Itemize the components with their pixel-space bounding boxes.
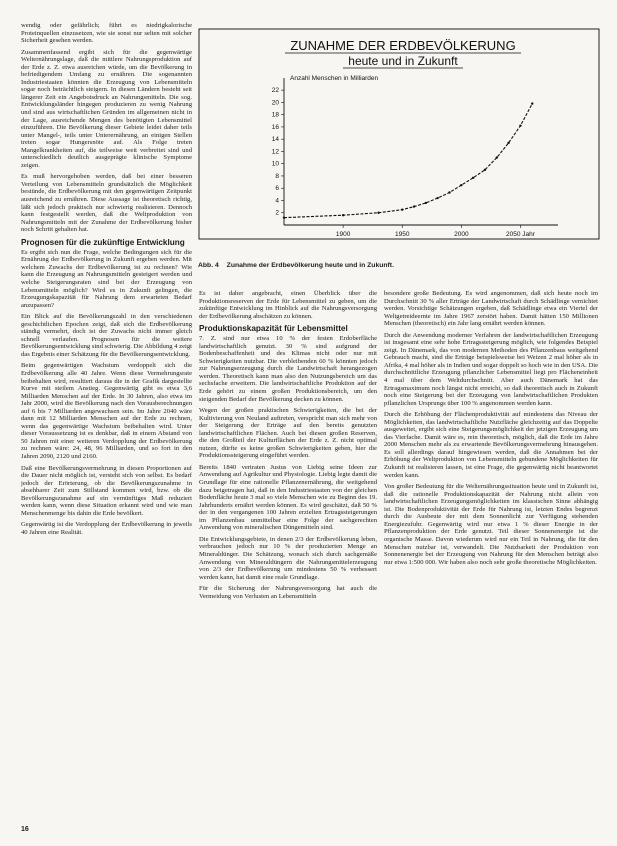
y-tick-label: 8	[275, 172, 279, 180]
y-tick-label: 14	[271, 136, 279, 144]
y-tick-label: 18	[271, 111, 279, 119]
y-axis-label: Anzahl Menschen in Milliarden	[290, 75, 379, 82]
y-tick-label: 20	[271, 99, 279, 107]
data-point	[472, 177, 474, 179]
paragraph: Daß eine Bevölkerungsvermehrung in diesen Proportionen auf die Dauer nicht möglich ist, versteht sich von selbst. Es bedarf jedoch der Erörterung, ob die Bevölkerungszunahme in absehbarer Zeit zum Stillstand kommen wird, bzw. ob die Bevölkerungszunahme auf ein vernünftiges Maß reduziert werden kann, wenn diese Situation erkannt wird und wie man Menschenmenge bis dahin die Erde bevölkert.	[21, 464, 192, 517]
y-tick-label: 6	[275, 185, 279, 193]
data-point	[484, 169, 486, 171]
data-point	[283, 216, 285, 218]
paragraph: Ein Blick auf die Bevölkerungszahl in den verschiedenen geschichtlichen Epochen zeigt, daß sich die Erdbevölkerung ständig vermehrt, doch ist der Zuwachs nicht immer gleich schnell verlaufen. Prognosen für die weitere Bevölkerungsentwicklung sind schwierig. Die Abbildung 4 zeigt das Ergebnis einer Schätzung für die Bevölkerungsentwicklung.	[21, 313, 192, 358]
paragraph: besondere große Bedeutung. Es wird angenommen, daß sich heute noch im Durchschnitt 30 % aller Erträge der Landwirtschaft durch Schädlinge vernichtet werden. Vorsichtige Schätzungen ergeben, daß Schädlinge etwa ein Viertel der Weltgetreideernte im Jahre 1967 zerstört haben. Damit hätten 150 Millionen Menschen (theoretisch) ein Jahr lang ernährt werden können.	[384, 290, 598, 328]
paragraph: Gegenwärtig ist die Verdopplung der Erdbevölkerung in jeweils 40 Jahren eine Realität.	[21, 521, 192, 536]
paragraph: Bereits 1840 vertraten Justus von Liebig seine Ideen zur Anwendung auf Agrikultur und Physiologie. Liebig legte damit die Grundlage für eine rationelle Pflanzenernährung, die weitgehend dazu beigetragen hat, daß in den Industriestaaten von der gleichen Bodenfläche heute 3 mal so viele Menschen wie zu Beginn des 19. Jahrhunderts ernährt werden können. Es wird geschätzt, daß 50 % der in den vergangenen 100 Jahren erzielten Ertragssteigerungen im Pflanzenbau unmittelbar eine Folge der sachgerechten Anwendung von mineralischen Düngemitteln sind.	[199, 463, 377, 532]
paragraph: wendig oder gefährlich; führt es niedrigkalorische Proteinquellen einzusetzen, wie sie sonst nur selten mit solcher Sicherheit gesehen werden.	[21, 22, 192, 45]
x-tick-label: 2050 Jahr	[505, 231, 535, 238]
y-tick-label: 10	[271, 160, 279, 168]
chart-subtitle: heute und in Zukunft	[348, 54, 458, 68]
x-tick-label: 2000	[454, 231, 469, 238]
paragraph: Beim gegenwärtigen Wachstum verdoppelt sich die Erdbevölkerung alle 40 Jahre. Wenn diese Vermehrungsrate beibehalten wird, resultiert daraus die in der Grafik dargestellte Kurve mit steilem Anstieg. Gegenwärtig gibt es etwa 3,6 Milliarden Menschen auf der Erde. In 30 Jahren, also etwa im Jahr 2000, wird die Bevölkerung nach den Vorausberechnungen auf 6 bis 7 Milliarden angewachsen sein. Im Jahre 2040 wäre dann mit 12 Milliarden Menschen auf der Erde zu rechnen, wenn das gegenwärtige Wachstum beibehalten wird. Unter dieser Voraussetzung ist es denkbar, daß in einem Abstand von 50 Jahren mit einer weiteren Verdopplung der Erdbevölkerung zu rechnen wäre: 24, 48, 96 Milliarden, und so fort in den Jahren 2090, 2120 und 2160.	[21, 362, 192, 460]
population-chart	[198, 28, 600, 260]
section-heading: Prognosen für die zukünftige Entwicklung	[21, 237, 185, 247]
caption-text: Zunahme der Erdbevölkerung heute und in Zukunft.	[226, 262, 394, 269]
paragraph: Es muß hervorgehoben werden, daß bei einer besseren Verteilung von Lebensmitteln grundsätzlich die Möglichkeit bestünde, die Erdbevölkerung mit den gegenwärtigen Zeitpunkt ausreichend zu ernähren. Diese Aussage ist theoretisch richtig, läßt sich jedoch praktisch nur schwierig realisieren. Dennoch kann festgestellt werden, daß die Weltproduktion von Nahrungsmitteln mit der Zunahme der Erdbevölkerung bisher noch Schritt gehalten hat.	[21, 173, 192, 234]
data-point	[436, 197, 438, 199]
paragraph: Die Entwicklungsgebiete, in denen 2/3 der Erdbevölkerung leben, verbrauchen jedoch nur 10 % der produzierten Menge an Mineraldünger. Die Schätzung, wonach sich durch sachgemäße Anwendung von Mineraldüngern die Nahrungsmittelerzeugung von 2/3 der Erdbevölkerung um mindestens 50 % verbessert werden kann, hat damit eine reale Grundlage.	[199, 535, 377, 581]
data-point	[519, 124, 521, 126]
paragraph: 7. Z. sind nur etwa 10 % der festen Erdoberfläche landwirtschaftlich genutzt. 30 % sind aufgrund der Bodenbeschaffenheit und des Klimas nicht oder nur mit Schwierigkeiten nutzbar. Die verbleibenden 60 % könnten jedoch zur Nahrungserzeugung durch die Landwirtschaft herangezogen werden. Theoretisch kann man also den Nutzungsbereich um das sechsfache erweitern. Die landwirtschaftliche Produktion auf der Erde gehört zu einem großen Produktionsbereich, um den steigenden Bedarf der Bevölkerung decken zu können.	[199, 335, 377, 403]
x-tick-label: 1900	[335, 231, 351, 238]
y-tick-label: 16	[271, 123, 279, 131]
data-point	[425, 202, 427, 204]
y-tick-label: 2	[275, 209, 279, 217]
data-point	[377, 212, 379, 214]
y-tick-label: 22	[271, 87, 279, 95]
data-point	[496, 156, 498, 158]
y-tick-label: 4	[275, 197, 279, 205]
data-point	[413, 205, 415, 207]
section-heading: Produktionskapazität für Lebensmittel	[199, 324, 348, 334]
chart-title: ZUNAHME DER ERDBEVÖLKERUNG	[290, 38, 516, 53]
data-point	[507, 142, 509, 144]
data-point	[460, 184, 462, 186]
text-column-right	[384, 290, 598, 830]
paragraph: Durch die Anwendung moderner Verfahren der landwirtschaftlichen Erzeugung ist insgesamt eine sehr hohe Ertragssteigerung möglich, wie folgendes Beispiel zeigt. In Dänemark, das von modernen Methoden des Pflanzenbaus weitgehend Gebrauch macht, sind die Erträge beispielsweise bei Weizen 2 mal höher als in Afrika, 4 mal höher als in Indien und sogar doppelt so hoch wie in den USA. Die durchschnittliche Erzeugung pflanzlicher Lebensmittel liegt pro Flächeneinheit 4 mal über dem Weltdurchschnitt. Aber auch Dänemark hat das Ertragsmaximum noch längst nicht erreicht, so daß theoretisch auch in Zukunft noch eine Steigerung bei der Erzeugung von landwirtschaftlichen Produkten pflanzlichen Ursprungs über 100 % angenommen werden kann.	[384, 331, 598, 407]
paragraph: Es ist daher angebracht, einen Überblick über die Produktionsreserven der Erde für Lebensmittel zu geben, um die zukünftige Entwicklung im Hinblick auf die Nahrungsversorgung der Erdbevölkerung abschätzen zu können.	[199, 290, 377, 320]
caption-label: Abb. 4	[198, 262, 219, 269]
data-point	[401, 208, 403, 210]
y-tick-label: 12	[271, 148, 279, 156]
data-point	[531, 102, 533, 104]
text-column-middle	[199, 290, 377, 830]
data-point	[448, 191, 450, 193]
x-tick-label: 1950	[394, 231, 410, 238]
data-point	[342, 214, 344, 216]
paragraph: Für die Sicherung der Nahrungsversorgung hat auch die Vermeidung von Verlusten an Lebensmitteln	[199, 585, 377, 600]
population-series-line	[284, 104, 532, 218]
paragraph: Zusammenfassend ergibt sich für die gegenwärtige Welternährungslage, daß die mittlere Nahrungsproduktion auf der Erde z. Z. etwa ausreichen würde, um die Bevölkerung in befriedigendem Umfang zu ernähren. Die sogenannten Industriestaaten könnten die Erzeugung von Lebensmitteln sogar noch beträchtlich steigern. In diesen Ländern besteht seit längerer Zeit ein Angebotsdruck an Nahrungsmitteln. Die sog. Entwicklungsländer hingegen produzieren zu wenig Nahrung und sind aus wirtschaftlichen Gründen im allgemeinen nicht in der Lage, ausreichende Mengen des benötigten Lebensmittel einzuführen. Die Bevölkerung dieser Gebiete leidet daher teils unter Mangel-, teils unter Unterernährung, an einigen Stellen treten sogar Hungersnöte auf. Als Folge treten Mangelkrankheiten auf, die teilweise weit verbreitet sind und unterschiedlich deutlich ausgeprägte klinische Symptome zeigen.	[21, 48, 192, 169]
chart-svg	[198, 28, 600, 260]
paragraph: Es ergibt sich nun die Frage, welche Bedingungen sich für die Ernährung der Erdbevölkerung in Zukunft ergeben werden. Mit welchem Zuwachs der Erdbevölkerung ist zu rechnen? Wie kann die Erzeugung an Nahrungsmitteln gesteigert werden und welche Steigerungsraten sind bei der Erzeugung von Lebensmitteln möglich? Wird es in Zukunft gelingen, die Erzeugungskapazität für Nahrung dem erwarteten Bedarf anzupassen?	[21, 248, 192, 309]
paragraph: Von großer Bedeutung für die Welternährungssituation heute und in Zukunft ist, daß die rationelle Produktionskapazität der Nahrung nicht allein von landwirtschaftlichen Erzeugungsmöglichkeiten im klassischen Sinne abhängig ist. Die Bodenproduktivität der Erde für Nahrung ist, letzten Endes begrenzt durch die Ausbeute der mit dem Sonnenlicht zur Verfügung stehenden Energiezufuhr. Gegenwärtig wird nur etwa 1 % dieser Energie in der Pflanzenproduktion der Erde genutzt. Teil dieser Sonnenenergie ist die organische Masse. Davon wiederum wird nur ein Teil in Nahrung, die für den Menschen nutzbar ist, verwandelt. Die Nutzbarkeit der Produktion von Sonnenenergie bei der Erzeugung von Nahrung für den Menschen beträgt also nur etwa 1:500 000. Wir haben also noch sehr große theoretische Möglichkeiten.	[384, 483, 598, 566]
text-column-left	[21, 22, 192, 822]
figure-caption	[198, 262, 600, 269]
paragraph: Wegen der großen praktischen Schwierigkeiten, die bei der Kultivierung von Neuland auftreten, verspricht man sich mehr von der Steigerung der Erträge auf den bereits genutzten landwirtschaftlichen Flächen. Auch bei diesen großen Reserven, die den Großteil der Kulturflächen der Erde z. Z. nicht optimal nutzen, dürfte es keine großen Schwierigkeiten geben, hier die Produktionssteigerung eingeführt werden.	[199, 407, 377, 460]
page-number: 16	[21, 826, 29, 833]
paragraph: Durch die Erhöhung der Flächenproduktivität auf mindestens das Niveau der Möglichkeiten, das landwirtschaftliche Nutzfläche gleichzeitig auf das Doppelte ausgeweitet, ergibt sich eine Steigerungsmöglichkeit der jetzigen Erzeugung um das Vierfache. Damit wäre es, rein theoretisch, möglich, daß die Erde im Jahre 2000 Menschen mehr als zu erwartende Bevölkerungsvermehrung hinausgehen. Es soll allerdings darauf hingewiesen werden, daß die Annahmen bei der Erhöhung der Weltproduktion von Lebensmitteln gebundene Möglichkeiten für Zukunft ist realisieren lassen, ist eine Frage, die gegenwärtig nicht beantwortet werden kann.	[384, 411, 598, 479]
